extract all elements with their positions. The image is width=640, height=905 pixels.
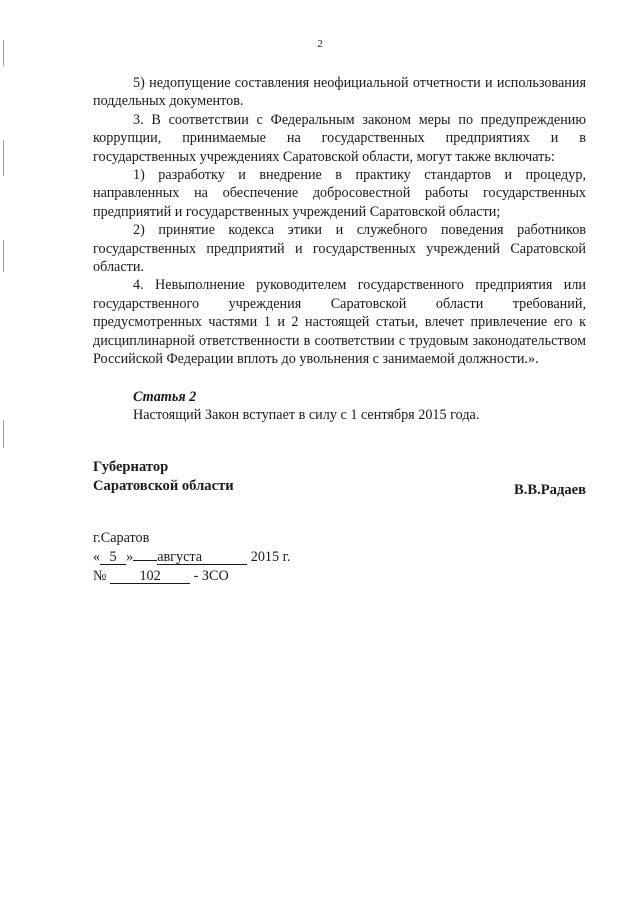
date-line (93, 548, 393, 567)
city: г.Саратов (93, 530, 150, 546)
number-suffix: - ЗСО (193, 568, 229, 584)
paragraph: 1) разработку и внедрение в практику стандартов и процедур, направленных на обеспечение добросовестной работы государственных предприятий и государственных учреждений Саратовской области; (93, 167, 586, 220)
scan-edge-mark (3, 420, 4, 448)
signatory-name: В.В.Радаев (513, 482, 586, 498)
article-2 (93, 388, 586, 425)
date-open-quote: « (93, 549, 101, 565)
document-number: 102 (110, 569, 190, 584)
paragraph: 2) принятие кодекса этики и служебного поведения работников государственных предприятий и государственных учреждений Саратовской области. (93, 222, 586, 276)
article-title: Статья 2 (133, 389, 197, 405)
signatory-position-line1: Губернатор (93, 459, 169, 475)
paragraph: 5) недопущение составления неофициальной отчетности и использования поддельных документов. (93, 75, 586, 110)
date-day: 5 (100, 550, 126, 565)
page-number: 2 (317, 38, 323, 50)
signatory-position-line2: Саратовской области (93, 478, 234, 494)
document-footer (93, 529, 393, 586)
date-year: 2015 г. (250, 549, 291, 565)
body-text (93, 74, 586, 369)
signature-block (93, 458, 586, 496)
paragraph: 3. В соответствии с Федеральным законом меры по предупреждению коррупции, принимаемые на государственных предприятиях и в государственных учреждениях Саратовской области, могут также включать: (93, 111, 586, 165)
article-text: Настоящий Закон вступает в силу с 1 сентября 2015 года. (133, 407, 480, 424)
number-line (93, 567, 393, 586)
date-month: августа (157, 550, 247, 565)
scan-edge-mark (3, 240, 4, 272)
paragraph: 4. Невыполнение руководителем государственного предприятия или государственного учреждения Саратовской области требований, предусмотренных частями 1 и 2 настоящей статьи, влечет привлечение его к дисциплинарной ответственности в соответствии с трудовым законодательством Российской Федерации вплоть до увольнения с занимаемой должности.». (93, 277, 586, 368)
date-blank (133, 560, 157, 561)
date-close-quote: » (126, 549, 134, 565)
number-prefix: № (93, 568, 107, 584)
scan-edge-mark (3, 140, 4, 176)
